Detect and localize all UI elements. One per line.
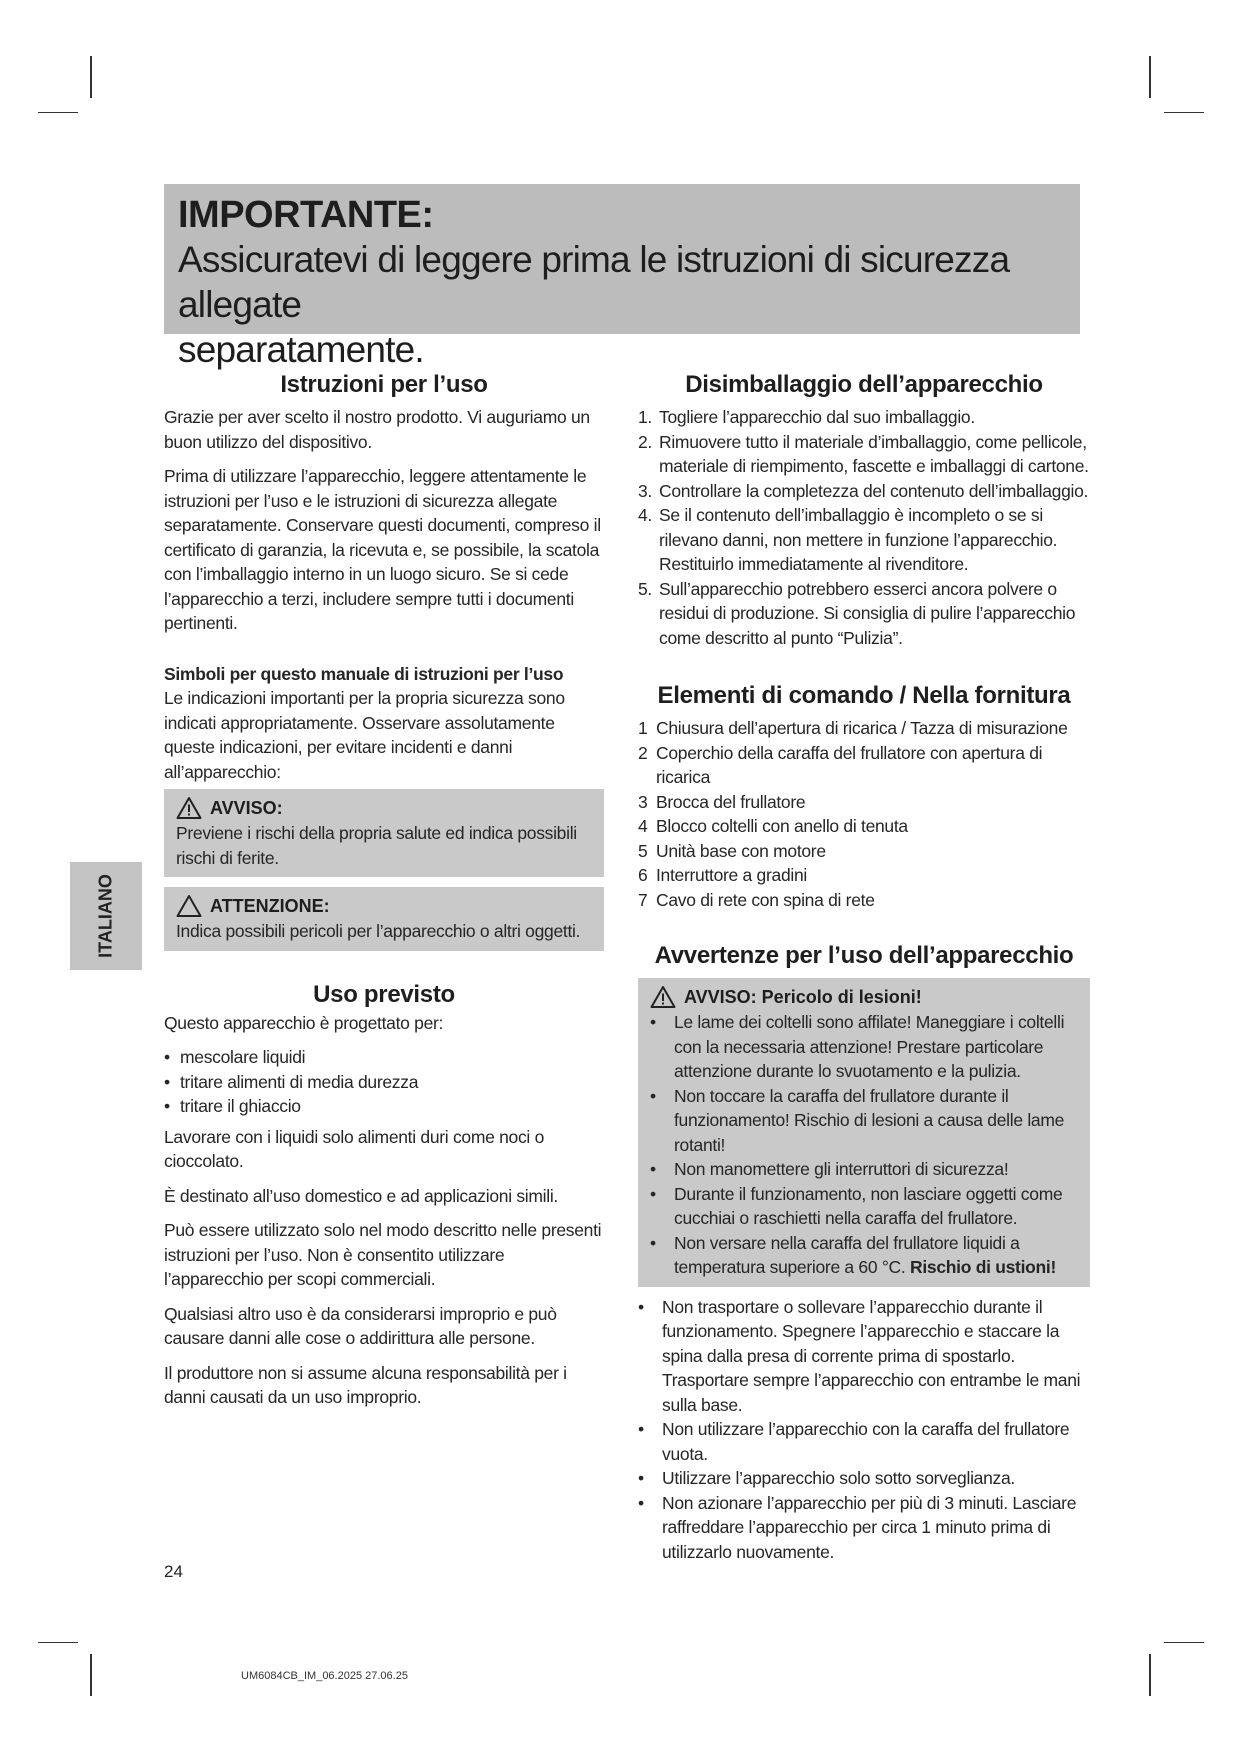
disimballaggio-list — [638, 405, 1090, 650]
language-tab — [70, 862, 142, 970]
important-banner — [164, 184, 1080, 370]
uso-list — [164, 1045, 604, 1119]
list-item: 4 Blocco coltelli con anello di tenuta — [638, 816, 908, 836]
avviso-text: Previene i rischi della propria salute ed indica possibili rischi di ferite. — [176, 823, 577, 868]
paragraph: Qualsiasi altro uso è da considerarsi improprio e può causare danni alle cose o addirittura alle persone. — [164, 1303, 557, 1348]
list-item: • Le lame dei coltelli sono affilate! Maneggiare i coltelli con la necessaria attenzione! Prestare particolare attenzione durante lo svuotamento e la pulizia. — [650, 1010, 1078, 1084]
avvertenze-list — [638, 1295, 1090, 1565]
lesioni-warning-title: AVVISO: Pericolo di lesioni! — [684, 987, 922, 1007]
list-item: 1 Chiusura dell’apertura di ricarica / Tazza di misurazione — [638, 718, 1068, 738]
attenzione-box — [164, 887, 604, 951]
crop-mark — [1149, 1654, 1151, 1696]
banner-title: IMPORTANTE: — [178, 194, 434, 236]
avviso-box — [164, 789, 604, 877]
paragraph: Può essere utilizzato solo nel modo descritto nelle presenti istruzioni per l’uso. Non è consentito utilizzare l’apparecchio per scopi commerciali. — [164, 1220, 602, 1289]
crop-mark — [90, 1654, 92, 1696]
section-heading-istruzioni: Istruzioni per l’uso — [280, 371, 488, 398]
section-heading-elementi: Elementi di comando / Nella fornitura — [657, 682, 1071, 709]
lesioni-warning-list — [650, 1010, 1078, 1280]
paragraph: È destinato all’uso domestico e ad applicazioni simili. — [164, 1185, 558, 1206]
list-item: 5 Unità base con motore — [638, 840, 826, 861]
banner-line: Assicuratevi di leggere prima le istruzioni di sicurezza allegate — [178, 239, 1010, 325]
list-item: 2 Coperchio della caraffa del frullatore con apertura di ricarica — [638, 742, 1043, 787]
paragraph: Le indicazioni importanti per la propria sicurezza sono indicati appropriatamente. Osservare assolutamente queste indicazioni, per evitare incidenti e danni all’apparecchio: — [164, 688, 565, 782]
left-column — [164, 365, 604, 1410]
caution-icon — [176, 894, 202, 918]
list-item: • Non toccare la caraffa del frullatore durante il funzionamento! Rischio di lesioni a causa delle lame rotanti! — [650, 1084, 1078, 1158]
paragraph: Lavorare con i liquidi solo alimenti duri come noci o cioccolato. — [164, 1126, 544, 1171]
list-item: • tritare il ghiaccio — [164, 1094, 604, 1119]
list-item: 3. Controllare la completezza del contenuto dell’imballaggio. — [638, 480, 1089, 501]
list-item: 2. Rimuovere tutto il materiale d’imballaggio, come pellicole, materiale di riempimento, fascette e imballaggi di cartone. — [638, 431, 1089, 476]
crop-mark — [38, 1642, 78, 1643]
page-number: 24 — [164, 1562, 183, 1581]
crop-mark — [90, 56, 92, 98]
subheading-simboli: Simboli per questo manuale di istruzioni per l’uso — [164, 663, 564, 684]
attenzione-text: Indica possibili pericoli per l’apparecchio o altri oggetti. — [176, 921, 581, 941]
lesioni-warning-box — [638, 978, 1090, 1287]
avviso-title: AVVISO: — [210, 798, 283, 818]
list-item: • Non azionare l’apparecchio per più di 3 minuti. Lasciare raffreddare l’apparecchio per circa 1 minuto prima di utilizzarlo nuovamente. — [638, 1491, 1090, 1565]
list-item: 1. Togliere l’apparecchio dal suo imballaggio. — [638, 407, 975, 427]
list-item: 4. Se il contenuto dell’imballaggio è incompleto o se si rilevano danni, non mettere in funzione l’apparecchio. Restituirlo immediatamente al rivenditore. — [638, 505, 1058, 574]
list-item: 7 Cavo di rete con spina di rete — [638, 889, 875, 910]
list-item: 3 Brocca del frullatore — [638, 791, 806, 812]
section-heading-uso-previsto: Uso previsto — [313, 980, 455, 1008]
paragraph: Questo apparecchio è progettato per: — [164, 1012, 444, 1033]
crop-mark — [1164, 112, 1204, 113]
list-item: • Durante il funzionamento, non lasciare oggetti come cucchiai o raschietti nella caraffa del frullatore. — [650, 1182, 1078, 1231]
banner-line: separatamente. — [178, 329, 424, 370]
warning-icon — [176, 796, 202, 820]
elementi-list — [638, 716, 1090, 912]
list-item: • Non manomettere gli interruttori di sicurezza! — [650, 1157, 1078, 1182]
list-item: • Non versare nella caraffa del frullatore liquidi a temperatura superiore a 60 °C. Rischio di ustioni! — [650, 1231, 1078, 1280]
list-item: • tritare alimenti di media durezza — [164, 1070, 604, 1095]
crop-mark — [1149, 56, 1151, 98]
language-label: ITALIANO — [95, 874, 116, 958]
list-item: • Non trasportare o sollevare l’apparecchio durante il funzionamento. Spegnere l’apparecchio e staccare la spina dalla presa di corrente prima di spostarlo. Trasportare sempre l’apparecchio con entrambe le mani sulla base. — [638, 1295, 1090, 1418]
crop-mark — [1164, 1642, 1204, 1643]
paragraph: Prima di utilizzare l’apparecchio, leggere attentamente le istruzioni per l’uso e le istruzioni di sicurezza allegate separatamente. Conservare questi documenti, compreso il certificato di garanzia, la ricevuta e, se possibile, la scatola con l’imballaggio interno in un luogo sicuro. Se si cede l’apparecchio a terzi, includere sempre tutti i documenti pertinenti. — [164, 466, 601, 633]
warning-icon — [650, 985, 676, 1009]
ustioni-warning: Rischio di ustioni! — [910, 1257, 1056, 1277]
document-code: UM6084CB_IM_06.2025 27.06.25 — [241, 1670, 408, 1682]
attenzione-title: ATTENZIONE: — [210, 896, 330, 916]
paragraph: Il produttore non si assume alcuna responsabilità per i danni causati da un uso improprio. — [164, 1362, 567, 1407]
paragraph: Grazie per aver scelto il nostro prodotto. Vi auguriamo un buon utilizzo del dispositivo. — [164, 407, 590, 452]
crop-mark — [38, 112, 78, 113]
list-item: • Utilizzare l’apparecchio solo sotto sorveglianza. — [638, 1466, 1090, 1491]
list-item: • mescolare liquidi — [164, 1045, 604, 1070]
right-column — [638, 365, 1090, 1564]
section-heading-disimballaggio: Disimballaggio dell’apparecchio — [685, 371, 1043, 398]
section-heading-avvertenze: Avvertenze per l’uso dell’apparecchio — [654, 942, 1074, 969]
list-item: 6 Interruttore a gradini — [638, 865, 807, 885]
list-item: • Non utilizzare l’apparecchio con la caraffa del frullatore vuota. — [638, 1417, 1090, 1466]
list-item: 5. Sull’apparecchio potrebbero esserci ancora polvere o residui di produzione. Si consiglia di pulire l’apparecchio come descritto al punto “Pulizia”. — [638, 578, 1076, 648]
